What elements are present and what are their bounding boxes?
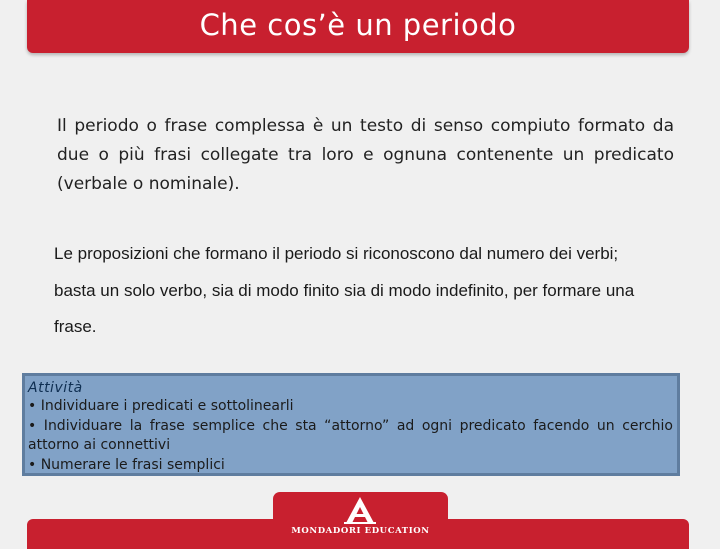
mondadori-logo-icon: [343, 496, 377, 524]
activity-item: • Individuare i predicati e sottolinearli: [28, 398, 294, 414]
activity-title: Attività: [28, 380, 83, 396]
definition-paragraph: Il periodo o frase complessa è un testo di senso compiuto formato da due o più frasi collegate tra loro e ognuna contenente un predicato (verbale o nominale).: [57, 116, 674, 194]
explanation-paragraph: Le proposizioni che formano il periodo si riconoscono dal numero dei verbi; basta un solo verbo, sia di modo finito sia di modo indefinito, per formare una frase.: [54, 244, 635, 336]
activity-item: • Numerare le frasi semplici: [28, 456, 225, 473]
activity-box: [22, 373, 680, 476]
logo-text: MONDADORI EDUCATION: [291, 526, 430, 536]
title-bar: [27, 0, 689, 53]
activity-item: • Individuare la frase semplice che sta “attorno” ad ogni predicato facendo un cerchio attorno ai connettivi: [28, 417, 673, 453]
slide-title: Che cos’è un periodo: [199, 8, 517, 42]
